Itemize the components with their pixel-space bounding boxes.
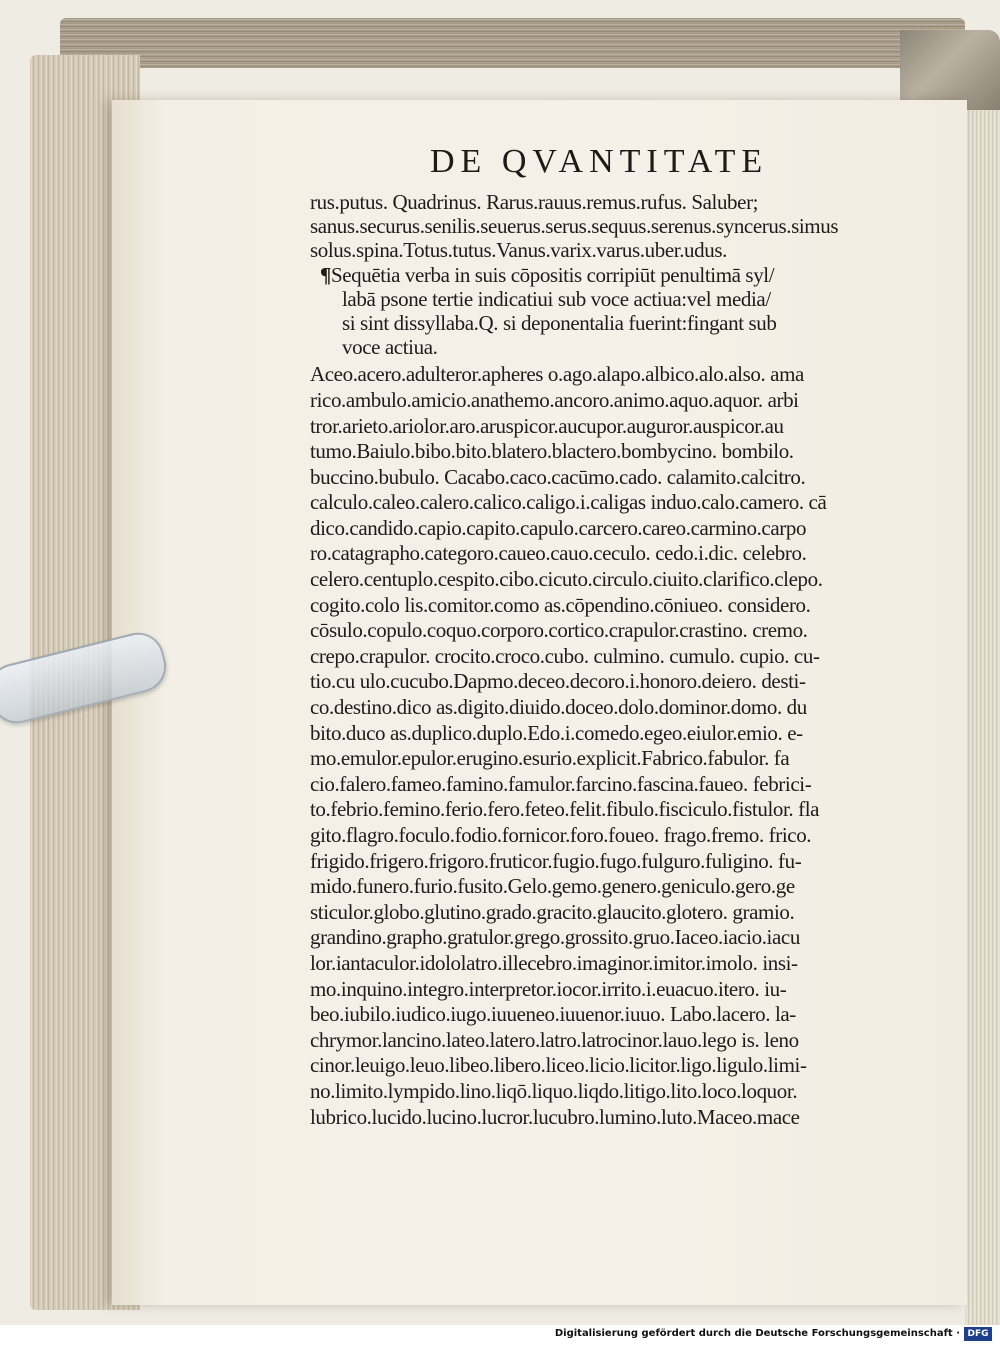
text-line: ro.catagrapho.categoro.caueo.cauo.ceculo. cedo.i.dic. celebro.: [310, 541, 807, 566]
text-line: lubrico.lucido.lucino.lucror.lucubro.lumino.luto.Maceo.mace: [310, 1104, 800, 1129]
text-line: sticulor.globo.glutino.grado.gracito.glaucito.glotero. gramio.: [310, 899, 795, 924]
text-line: mido.funero.furio.fusito.Gelo.gemo.genero.geniculo.gero.ge: [310, 874, 795, 899]
text-line: cogito.colo lis.comitor.como as.cōpendino.cōniueo. considero.: [310, 592, 811, 617]
rubric-paragraph: [310, 263, 922, 360]
text-line: frigido.frigero.frigoro.fruticor.fugio.fugo.fulguro.fuligino. fu-: [310, 848, 802, 873]
rubric-text: voce actiua.: [342, 335, 438, 360]
text-line: crepo.crapulor. crocito.croco.cubo. culmino. cumulo. cupio. cu-: [310, 643, 820, 668]
text-line: cio.falero.fameo.famino.famulor.farcino.fascina.faueo. febrici-: [310, 771, 812, 796]
opening-lines: [310, 190, 922, 263]
rubric-line: [310, 335, 922, 359]
text-line: mo.inquino.integro.interpretor.iocor.irrito.i.euacuo.itero. iu-: [310, 976, 787, 1001]
text-block: [310, 190, 922, 1130]
text-line: tio.cu ulo.cucubo.Dapmo.deceo.decoro.i.honoro.deiero. desti-: [310, 669, 806, 694]
text-line: beo.iubilo.iudico.iugo.iuueneo.iuuenor.iuuo. Labo.lacero. la-: [310, 1002, 796, 1027]
text-line: dico.candido.capio.capito.capulo.carcero.careo.carmino.carpo: [310, 515, 807, 540]
text-line: cinor.leuigo.leuo.libeo.libero.liceo.licio.licitor.ligo.ligulo.limi-: [310, 1053, 807, 1078]
text-line: celero.centuplo.cespito.cibo.cicuto.circulo.ciuito.clarifico.clepo.: [310, 567, 823, 592]
text-line: sanus.securus.senilis.seuerus.serus.sequus.serenus.syncerus.simus: [310, 214, 839, 239]
word-list: [310, 362, 922, 1130]
rubric-text: Sequētia verba in suis cōpositis corripiūt penultimā syl/: [330, 262, 775, 287]
text-line: buccino.bubulo. Cacabo.caco.cacūmo.cado. calamito.calcitro.: [310, 464, 806, 489]
text-line: bito.duco as.duplico.duplo.Edo.i.comedo.egeo.eiulor.emio. e-: [310, 720, 803, 745]
text-line: tumo.Baiulo.bibo.bito.blatero.blactero.bombycino. bombilo.: [310, 439, 794, 464]
facing-page-edge: [965, 110, 1000, 1325]
text-line: rico.ambulo.amicio.anathemo.ancoro.animo.aquo.aquor. arbi: [310, 387, 799, 412]
rubric-line: [310, 311, 922, 335]
text-line: calculo.caleo.calero.calico.caligo.i.caligas induo.calo.camero. cā: [310, 490, 827, 515]
book-top-edge: [60, 18, 965, 68]
text-line: tror.arieto.ariolor.aro.aruspicor.aucupor.auguror.auspicor.au: [310, 413, 784, 438]
text-line: lor.iantaculor.idololatro.illecebro.imaginor.imitor.imolo. insi-: [310, 950, 798, 975]
text-line: cōsulo.copulo.coquo.corporo.cortico.crapulor.crastino. cremo.: [310, 618, 808, 643]
rubric-line: [310, 287, 922, 311]
dfg-logo: DFG: [964, 1327, 992, 1341]
text-line: Aceo.acero.adulteror.apheres o.ago.alapo.albico.alo.also. ama: [310, 362, 804, 387]
text-line: no.limito.lympido.lino.liqō.liquo.liqdo.litigo.lito.loco.loquor.: [310, 1078, 798, 1103]
text-line: to.febrio.femino.ferio.fero.feteo.felit.fibulo.fisciculo.fistulor. fla: [310, 797, 820, 822]
text-line: mo.emulor.epulor.erugino.esurio.explicit.Fabrico.fabulor. fa: [310, 746, 790, 771]
running-head: DE QVANTITATE: [430, 143, 769, 180]
text-line: chrymor.lancino.lateo.latero.latro.latrocinor.lauo.lego is. leno: [310, 1027, 799, 1052]
rubric-text: si sint dissyllaba.Q. si deponentalia fuerint:fingant sub: [342, 310, 777, 335]
text-line: co.destino.dico as.digito.diuido.doceo.dolo.dominor.domo. du: [310, 695, 807, 720]
rubric-line: [310, 263, 922, 287]
footer-bar: [0, 1325, 1000, 1345]
text-line: solus.spina.Totus.tutus.Vanus.varix.varus.uber.udus.: [310, 238, 727, 263]
funding-credit: Digitalisierung gefördert durch die Deutsche Forschungsgemeinschaft ·: [554, 1328, 960, 1339]
text-line: rus.putus. Quadrinus. Rarus.rauus.remus.rufus. Saluber;: [310, 190, 759, 214]
text-line: gito.flagro.foculo.fodio.fornicor.foro.foueo. frago.fremo. frico.: [310, 823, 812, 847]
text-line: grandino.grapho.gratulor.grego.grossito.gruo.Iaceo.iacio.iacu: [310, 925, 800, 950]
pilcrow-mark: ¶: [320, 262, 331, 287]
rubric-text: labā psone tertie indicatiui sub voce actiua:vel media/: [342, 286, 771, 311]
